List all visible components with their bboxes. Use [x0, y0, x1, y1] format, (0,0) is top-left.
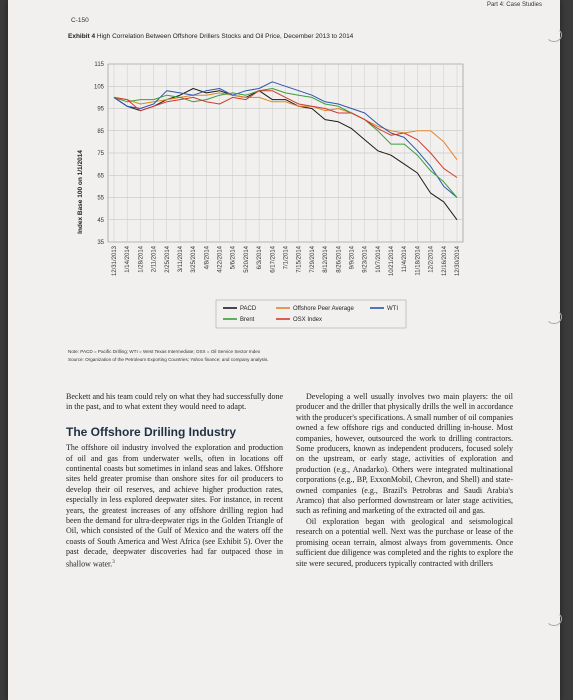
right-paragraph-2: Oil exploration began with geological and seismological research on a potential well. Next was the purchase or lease of the promising ocean terrain, almost always from governments. Once sufficient due diligence was completed and the rights to explore the site were secured, producers typically contracted with drillers — [296, 516, 513, 568]
exhibit-title — [68, 33, 353, 40]
legend-box — [216, 300, 406, 328]
legend-label: PACD — [240, 306, 257, 312]
x-tick-label: 7/15/2014 — [296, 246, 303, 273]
x-tick-label: 6/17/2014 — [270, 246, 277, 273]
x-tick-label: 2/25/2014 — [164, 246, 171, 273]
x-tick-label: 7/29/2014 — [309, 246, 316, 273]
x-tick-label: 8/26/2014 — [336, 246, 343, 273]
left-paragraph-1: Beckett and his team could rely on what they had successfully done in the past, and to what extent they would need to adapt. — [66, 392, 283, 412]
right-column — [296, 392, 513, 569]
x-tick-label: 6/3/2014 — [257, 246, 264, 270]
legend-label: Brent — [240, 317, 255, 323]
correlation-line-chart — [68, 52, 468, 342]
chart-legend — [216, 300, 406, 328]
binder-ring — [546, 612, 562, 626]
x-tick-label: 12/2/2014 — [428, 246, 435, 273]
x-tick-label: 8/12/2014 — [323, 246, 330, 273]
legend-label: OSX Index — [293, 317, 323, 323]
source-text: Source: Organization of the Petroleum Exporting Countries; Yahoo finance; and company analysis. — [68, 357, 269, 362]
note-text: Note: PACD = Pacific Drilling; WTI = West Texas Intermediate; OSX = Oil Service Sector Index — [68, 349, 261, 354]
x-tick-label: 1/28/2014 — [138, 246, 145, 273]
x-tick-label: 10/7/2014 — [375, 246, 382, 273]
y-tick-label: 65 — [97, 173, 104, 180]
x-tick-label: 10/21/2014 — [389, 246, 396, 277]
exhibit-notes — [68, 348, 269, 364]
legend-label: Offshore Peer Average — [293, 306, 354, 312]
x-tick-label: 12/31/2013 — [112, 246, 118, 277]
exhibit-title-text: High Correlation Between Offshore Drillers Stocks and Oil Price, December 2013 to 2014 — [96, 33, 354, 40]
x-tick-label: 5/6/2014 — [230, 246, 237, 270]
left-column — [66, 392, 283, 570]
x-tick-label: 5/20/2014 — [243, 246, 250, 273]
y-tick-label: 75 — [97, 151, 104, 157]
y-tick-label: 55 — [97, 195, 104, 202]
y-tick-label: 115 — [94, 62, 104, 68]
x-tick-label: 2/11/2014 — [151, 246, 158, 273]
page-number: C-150 — [71, 17, 89, 24]
y-tick-label: 45 — [97, 217, 104, 224]
binder-ring — [546, 28, 562, 42]
right-paragraph-1: Developing a well usually involves two main players: the oil producer and the driller that physically drills the well in accordance with the producer's specifications. A small number of oil companies owned a few offshore rigs and conducted drilling in-house. Most companies, however, outsourced the work to drilling contractors. Some producers, known as independent producers, focused solely on the upstream, or early stage, activities of exploration and production (e.g., Anadarko). Others were integrated multinational corporations (e.g., BP, ExxonMobil, Chevron, and Shell) and state-owned companies (e.g., Brazil's Petrobras and Saudi Arabia's Aramco) that also performed downstream or later stage activities, such as refining and marketing of the extracted oil and gas. — [296, 392, 513, 516]
x-tick-label: 1/14/2014 — [125, 246, 132, 273]
running-head: Part 4: Case Studies — [486, 2, 542, 8]
y-axis-label: Index Base 100 on 1/1/2014 — [77, 150, 84, 234]
exhibit-label: Exhibit 4 — [68, 33, 96, 40]
x-axis — [112, 245, 461, 276]
x-tick-label: 4/22/2014 — [217, 246, 224, 273]
x-tick-label: 12/30/2014 — [455, 246, 461, 277]
left-paragraph-2-text: The offshore oil industry involved the exploration and production of oil and gas from underwater wells, often in locations off continental coasts but sometimes in inland seas and lakes. Offshore sites held greater promise than onshore sites for oil producers to develop their oil reserves, and achieve higher production rates, especially in less explored deepwater sites. For instance, in recent years, the greatest increases of any offshore drilling region had been the demand for ultra-deepwater rigs in the Golden Triangle of Oil, which consisted of the Gulf of Mexico and the waters off the coasts of South America and West Africa (see Exhibit 5). Over the past decade, deepwater discoveries had far outpaced those in shallow water. — [66, 443, 283, 569]
x-tick-label: 3/11/2014 — [177, 246, 184, 273]
y-tick-label: 35 — [97, 240, 104, 246]
x-tick-label: 11/4/2014 — [402, 246, 409, 273]
legend-label: WTI — [387, 306, 398, 312]
left-paragraph-2 — [66, 443, 283, 570]
x-tick-label: 9/23/2014 — [362, 246, 369, 273]
x-tick-label: 11/18/2014 — [415, 246, 422, 276]
binder-ring — [546, 310, 562, 324]
section-heading: The Offshore Drilling Industry — [66, 424, 237, 439]
y-axis — [94, 62, 105, 246]
y-tick-label: 95 — [97, 106, 104, 113]
x-tick-label: 7/1/2014 — [283, 246, 290, 270]
x-tick-label: 9/9/2014 — [349, 246, 356, 270]
y-tick-label: 85 — [97, 128, 104, 135]
chart-grid — [108, 64, 463, 242]
x-tick-label: 12/16/2014 — [441, 246, 448, 277]
textbook-page — [8, 0, 560, 700]
y-tick-label: 105 — [93, 84, 104, 91]
x-tick-label: 3/25/2014 — [191, 246, 198, 273]
footnote-mark: 3 — [112, 559, 115, 565]
x-tick-label: 4/8/2014 — [204, 246, 211, 270]
